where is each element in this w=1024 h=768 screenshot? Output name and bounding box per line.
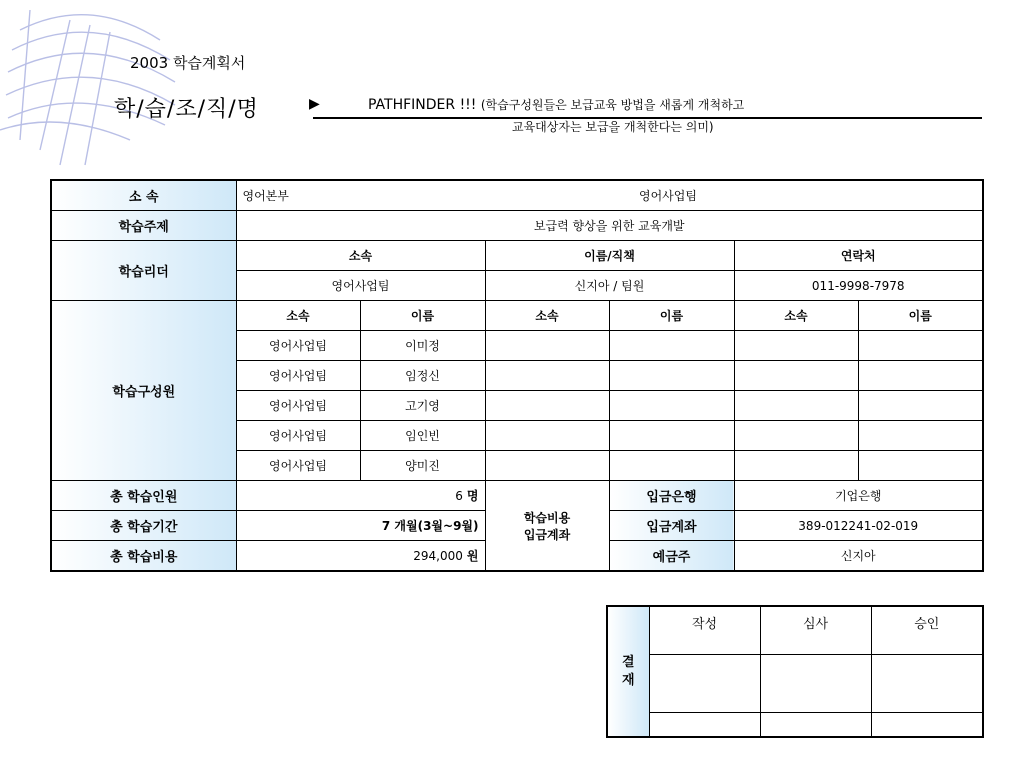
member-cell	[734, 331, 858, 361]
members-affiliation-header: 소속	[734, 301, 858, 331]
bank-section-label-line1: 학습비용	[523, 510, 571, 525]
member-name: 고기영	[360, 391, 485, 421]
member-cell	[609, 391, 734, 421]
member-affiliation: 영어사업팀	[236, 391, 360, 421]
total-count-value: 6	[455, 489, 463, 503]
member-cell	[734, 421, 858, 451]
member-cell	[485, 331, 609, 361]
total-period-value: 7 개월(3월~9월)	[236, 511, 485, 541]
leader-contact-header: 연락처	[734, 241, 983, 271]
member-name: 양미진	[360, 451, 485, 481]
topic-value: 보급력 향상을 위한 교육개발	[236, 211, 983, 241]
member-affiliation: 영어사업팀	[236, 421, 360, 451]
team-description-line1: (학습구성원들은 보급교육 방법을 새롭게 개척하고	[480, 98, 745, 112]
leader-affiliation: 영어사업팀	[236, 271, 485, 301]
account-value: 389-012241-02-019	[734, 511, 983, 541]
member-affiliation: 영어사업팀	[236, 331, 360, 361]
member-cell	[609, 451, 734, 481]
account-holder-value: 신지아	[734, 541, 983, 572]
total-cost	[236, 541, 485, 572]
member-name: 임정신	[360, 361, 485, 391]
members-affiliation-header: 소속	[485, 301, 609, 331]
affiliation-label: 소 속	[51, 180, 236, 211]
leader-affiliation-header: 소속	[236, 241, 485, 271]
member-cell	[858, 361, 983, 391]
leader-header-row	[51, 241, 983, 271]
approval-approve-header: 승인	[871, 606, 983, 654]
total-cost-value: 294,000	[413, 549, 463, 563]
bank-name-value: 기업은행	[734, 481, 983, 511]
approval-written-signature[interactable]	[649, 654, 760, 712]
approval-box	[606, 605, 984, 738]
account-holder-label: 예금주	[609, 541, 734, 572]
approval-approve-date[interactable]	[871, 712, 983, 737]
total-count-label: 총 학습인원	[51, 481, 236, 511]
approval-review-header: 심사	[760, 606, 871, 654]
account-label: 입금계좌	[609, 511, 734, 541]
member-cell	[485, 451, 609, 481]
member-cell	[734, 451, 858, 481]
member-cell	[858, 331, 983, 361]
member-affiliation: 영어사업팀	[236, 451, 360, 481]
affiliation-team: 영어사업팀	[609, 180, 983, 211]
approval-label-line2: 재	[621, 672, 635, 688]
member-cell	[485, 391, 609, 421]
approval-review-signature[interactable]	[760, 654, 871, 712]
approval-review-date[interactable]	[760, 712, 871, 737]
affiliation-row	[51, 180, 983, 211]
members-affiliation-header: 소속	[236, 301, 360, 331]
topic-row	[51, 211, 983, 241]
total-count-unit: 명	[466, 489, 479, 503]
arrow-right-icon: ▶	[309, 96, 320, 112]
bank-name-label: 입금은행	[609, 481, 734, 511]
bank-section-label-line2: 입금계좌	[523, 527, 571, 542]
member-cell	[858, 421, 983, 451]
member-cell	[485, 421, 609, 451]
member-affiliation: 영어사업팀	[236, 361, 360, 391]
team-name-value: PATHFINDER !!!	[368, 97, 477, 113]
total-count-row	[51, 481, 983, 511]
member-cell	[858, 451, 983, 481]
member-cell	[485, 361, 609, 391]
member-name: 임인빈	[360, 421, 485, 451]
leader-name-header: 이름/직책	[485, 241, 734, 271]
member-cell	[609, 331, 734, 361]
total-cost-unit: 원	[466, 549, 479, 563]
total-cost-label: 총 학습비용	[51, 541, 236, 572]
leader-label: 학습리더	[51, 241, 236, 301]
approval-approve-signature[interactable]	[871, 654, 983, 712]
member-cell	[858, 391, 983, 421]
members-name-header: 이름	[858, 301, 983, 331]
member-cell	[609, 361, 734, 391]
approval-written-date[interactable]	[649, 712, 760, 737]
members-header-row	[51, 301, 983, 331]
leader-name-position: 신지아 / 팀원	[485, 271, 734, 301]
members-name-header: 이름	[609, 301, 734, 331]
member-cell	[609, 421, 734, 451]
member-cell	[734, 361, 858, 391]
total-period-label: 총 학습기간	[51, 511, 236, 541]
member-cell	[734, 391, 858, 421]
members-name-header: 이름	[360, 301, 485, 331]
total-count	[236, 481, 485, 511]
team-name	[368, 96, 744, 113]
document-title: 2003 학습계획서	[130, 54, 246, 72]
approval-label	[607, 606, 649, 737]
approval-label-line1: 결	[621, 654, 635, 670]
team-name-label: 학/습/조/직/명	[114, 97, 259, 122]
affiliation-division: 영어본부	[236, 180, 609, 211]
team-description-line2: 교육대상자는 보급을 개척한다는 의미)	[512, 120, 714, 134]
bank-section-label	[485, 481, 609, 572]
learning-plan-form	[50, 179, 984, 572]
members-label: 학습구성원	[51, 301, 236, 481]
member-name: 이미정	[360, 331, 485, 361]
leader-contact: 011-9998-7978	[734, 271, 983, 301]
company-logo-icon	[0, 0, 300, 170]
approval-written-header: 작성	[649, 606, 760, 654]
topic-label: 학습주제	[51, 211, 236, 241]
